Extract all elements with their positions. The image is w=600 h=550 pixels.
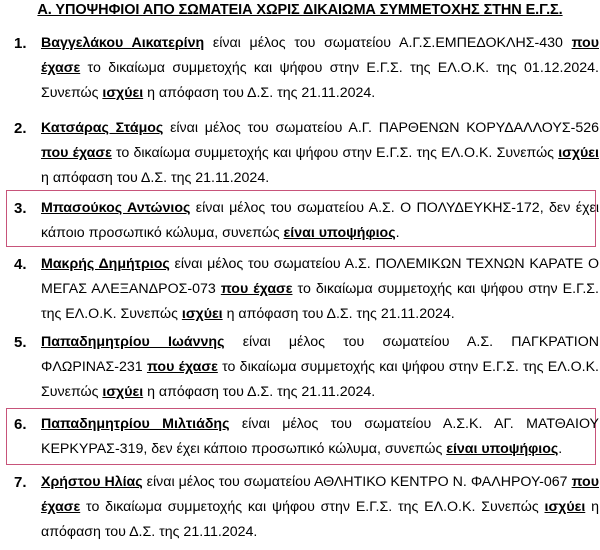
- item-text: [41, 116, 599, 191]
- club-text: είναι μέλος του σωματείου Α.Σ. Ο ΠΟΛΥΔΕΥΚΗΣ-172, δεν έχει κάποιο προσωπικό κώλυμα, συνεπώς: [41, 200, 599, 241]
- list-item: [6, 330, 599, 408]
- status-phrase: που έχασε: [41, 474, 599, 515]
- candidate-name: Βαγγελάκου Αικατερίνη: [41, 35, 205, 51]
- closing-text: η απόφαση του Δ.Σ. της 21.11.2024.: [143, 85, 376, 101]
- club-text: είναι μέλος του σωματείου Α.Σ. ΠΑΓΚΡΑΤΙΟΝ ΦΛΩΡΙΝΑΣ-231: [41, 334, 599, 375]
- club-text: είναι μέλος του σωματείου Α.Σ. ΠΟΛΕΜΙΚΩΝ ΤΕΧΝΩΝ ΚΑΡΑΤΕ Ο ΜΕΓΑΣ ΑΛΕΞΑΝΔΡΟΣ-073: [41, 256, 599, 297]
- candidate-name: Κατσάρας Στάμος: [41, 120, 164, 136]
- list-item: [6, 252, 599, 330]
- list-item-eligible: [6, 196, 599, 246]
- list-item: [6, 116, 600, 194]
- club-text: είναι μέλος του σωματείου ΑΘΛΗΤΙΚΟ ΚΕΝΤΡΟ Ν. ΦΑΛΗΡΟΥ-067: [142, 474, 572, 490]
- status-phrase: που έχασε: [41, 145, 112, 161]
- item-text: [41, 31, 599, 106]
- item-text: [41, 470, 599, 545]
- status-phrase: που έχασε: [220, 281, 293, 297]
- club-text: είναι μέλος του σωματείου Α.Σ.Κ. ΑΓ. ΜΑΤΘΑΙΟΥ ΚΕΡΚΥΡΑΣ-319, δεν έχει κάποιο προσωπικό κώλυμα, συνεπώς: [41, 416, 600, 457]
- decision-word: ισχύει: [544, 499, 586, 515]
- closing-text: η απόφαση του Δ.Σ. της 21.11.2024.: [222, 306, 455, 322]
- item-number: 1.: [14, 35, 27, 52]
- list-item: [6, 470, 599, 548]
- clause-text: το δικαίωμα συμμετοχής και ψήφου στην Ε.Γ.Σ. της ΕΛ.Ο.Κ. Συνεπώς: [41, 359, 599, 400]
- status-phrase: που έχασε: [41, 35, 599, 76]
- section-heading: Α. ΥΠΟΨΗΦΙΟΙ ΑΠΟ ΣΩΜΑΤΕΙΑ ΧΩΡΙΣ ΔΙΚΑΙΩΜΑ ΣΥΜΜΕΤΟΧΗΣ ΣΤΗΝ Ε.Γ.Σ.: [37, 2, 563, 18]
- list-item: [6, 31, 599, 109]
- decision-word: ισχύει: [102, 384, 144, 400]
- candidate-name: Μακρής Δημήτριος: [41, 256, 170, 272]
- status-phrase: είναι υποψήφιος: [283, 225, 396, 241]
- status-phrase: είναι υποψήφιος: [446, 441, 559, 457]
- item-number: 2.: [14, 120, 27, 137]
- item-text: [41, 196, 599, 246]
- item-number: 4.: [14, 256, 27, 273]
- decision-word: ισχύει: [181, 306, 223, 322]
- item-number: 3.: [14, 200, 27, 217]
- status-phrase: που έχασε: [146, 359, 218, 375]
- candidate-name: Μπασούκος Αντώνιος: [41, 200, 191, 216]
- item-text: [41, 412, 599, 462]
- candidate-name: Παπαδημητρίου Ιωάννης: [41, 334, 225, 350]
- decision-word: ισχύει: [558, 145, 599, 161]
- closing-text: .: [558, 441, 563, 457]
- item-number: 5.: [14, 334, 27, 351]
- closing-text: η απόφαση του Δ.Σ. της 21.11.2024.: [41, 499, 599, 540]
- item-number: 7.: [14, 474, 27, 491]
- item-text: [41, 330, 599, 405]
- item-text: [41, 252, 599, 327]
- decision-word: ισχύει: [102, 85, 144, 101]
- clause-text: το δικαίωμα συμμετοχής και ψήφου στην Ε.Γ.Σ. της ΕΛ.Ο.Κ. Συνεπώς: [80, 499, 545, 515]
- candidate-name: Χρήστου Ηλίας: [41, 474, 143, 490]
- closing-text: η απόφαση του Δ.Σ. της 21.11.2024.: [41, 170, 270, 186]
- candidate-name: Παπαδημητρίου Μιλτιάδης: [41, 416, 230, 432]
- clause-text: το δικαίωμα συμμετοχής και ψήφου στην Ε.Γ.Σ. της ΕΛ.Ο.Κ. Συνεπώς: [41, 281, 599, 322]
- club-text: είναι μέλος του σωματείου Α.Γ. ΠΑΡΘΕΝΩΝ ΚΟΡΥΔΑΛΛΟΥΣ-526: [163, 120, 600, 136]
- item-number: 6.: [14, 416, 27, 433]
- clause-text: το δικαίωμα συμμετοχής και ψήφου στην Ε.Γ.Σ. της ΕΛ.Ο.Κ. Συνεπώς: [111, 145, 559, 161]
- clause-text: το δικαίωμα συμμετοχής και ψήφου στην Ε.Γ.Σ. της ΕΛ.Ο.Κ. της 01.12.2024. Συνεπώς: [41, 60, 599, 101]
- club-text: είναι μέλος του σωματείου Α.Γ.Σ.ΕΜΠΕΔΟΚΛΗΣ-430: [204, 35, 572, 51]
- list-item-eligible: [6, 412, 600, 462]
- closing-text: η απόφαση του Δ.Σ. της 21.11.2024.: [143, 384, 376, 400]
- closing-text: .: [395, 225, 400, 241]
